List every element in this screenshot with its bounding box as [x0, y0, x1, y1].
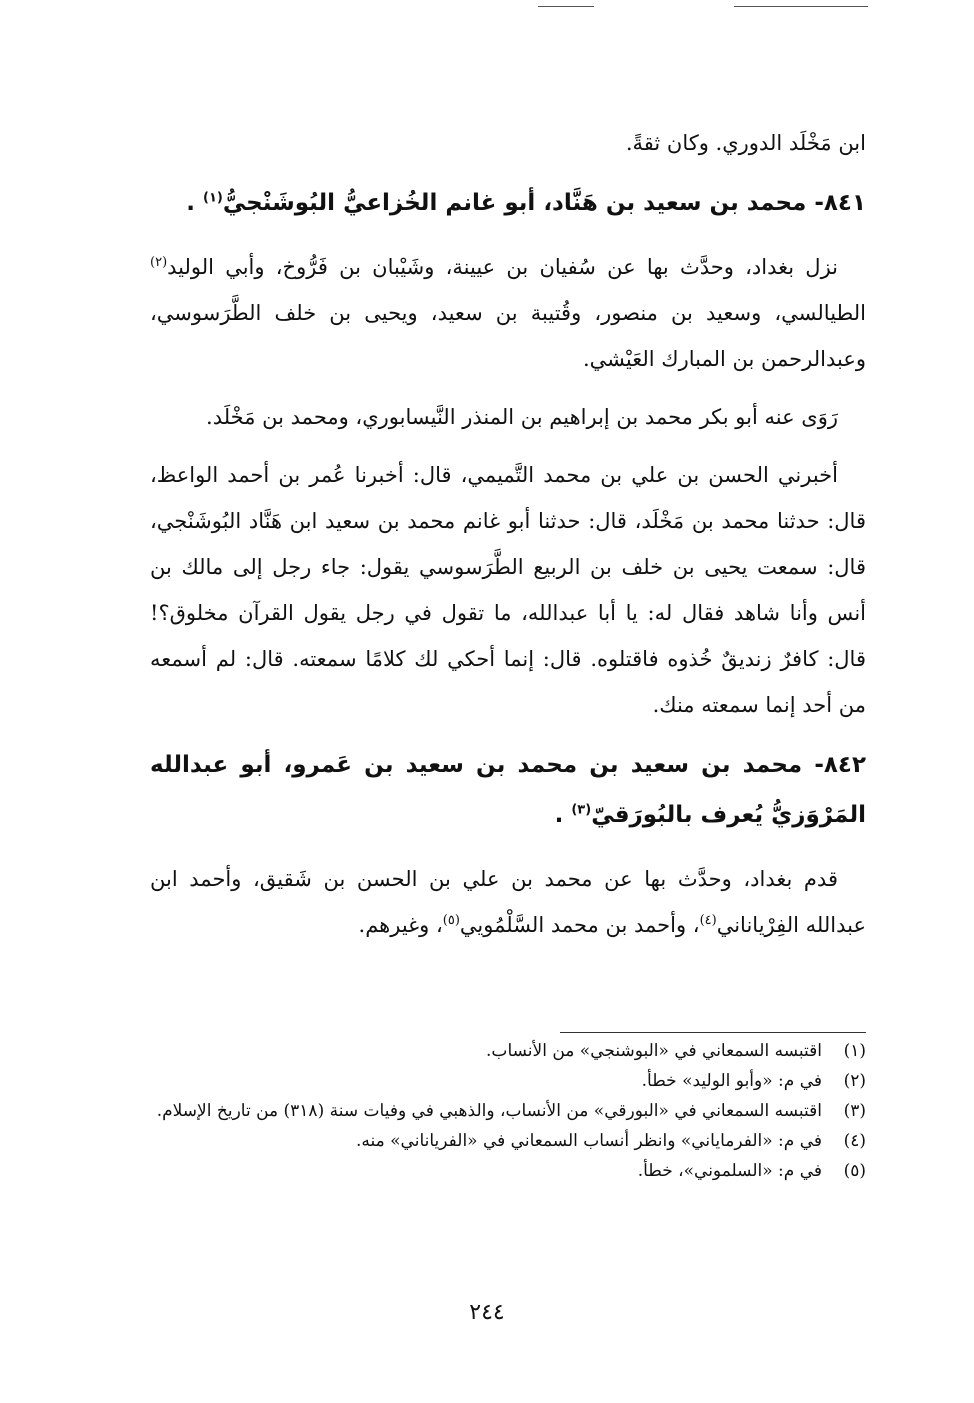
- entry-842-title: ٨٤٢- محمد بن سعيد بن محمد بن سعيد بن عَمرو، أبو عبدالله المَرْوَزيُّ يُعرف بالبُورَقيّ: [150, 752, 866, 828]
- footnote-number: (٣): [843, 1101, 866, 1121]
- page-number: ٢٤٤: [469, 1300, 505, 1325]
- top-rule-left: [538, 6, 594, 7]
- note-ref-5: (٥): [442, 913, 460, 928]
- footnote-item: [150, 1096, 866, 1126]
- note-ref-3: (٣): [571, 802, 592, 818]
- footnote-number: (١): [843, 1041, 866, 1061]
- entry-heading-841: [150, 178, 866, 228]
- p4-part3: ، وغيرهم.: [358, 913, 443, 937]
- footnote-text: في م: «السلموني»، خطأ.: [637, 1161, 822, 1181]
- entry-841-end: .: [186, 190, 204, 216]
- footnote-item: [150, 1156, 866, 1186]
- footnote-text: في م: «وأبو الوليد» خطأ.: [641, 1071, 822, 1091]
- entry-841-title: ٨٤١- محمد بن سعيد بن هَنَّاد، أبو غانم الخُزاعيُّ البُوشَنْجيُّ: [222, 190, 866, 216]
- footnotes: [150, 1036, 866, 1186]
- footnote-number: (٤): [843, 1131, 866, 1151]
- footnote-number: (٥): [843, 1161, 866, 1181]
- footnote-item: [150, 1036, 866, 1066]
- p4-part2: ، وأحمد بن محمد السَّلْمُويي: [459, 913, 700, 937]
- footnote-text: في م: «الفرماياني» وانظر أنساب السمعاني في «الفرياناني» منه.: [356, 1131, 822, 1151]
- footnote-text: اقتبسه السمعاني في «البوشنجي» من الأنساب.: [486, 1041, 822, 1061]
- entry-heading-842: [150, 740, 866, 840]
- footnote-number: (٢): [843, 1071, 866, 1091]
- main-text: [150, 120, 866, 960]
- carry-over-line: ابن مَخْلَد الدوري. وكان ثقةً.: [625, 131, 866, 155]
- note-ref-4: (٤): [699, 913, 717, 928]
- paragraph-teachers-842: [150, 856, 866, 948]
- p4-part1: قدم بغداد، وحدَّث بها عن محمد بن علي بن الحسن بن شَقيق، وأحمد ابن عبدالله الفِرْياناني: [150, 867, 866, 937]
- footnote-text: اقتبسه السمعاني في «البورقي» من الأنساب، والذهبي في وفيات سنة (٣١٨) من تاريخ الإسلام.: [156, 1101, 822, 1121]
- footnote-item: [150, 1126, 866, 1156]
- footnote-item: [150, 1066, 866, 1096]
- footnote-divider: [560, 1032, 866, 1033]
- p1-part1: نزل بغداد، وحدَّث بها عن سُفيان بن عيينة، وشَيْبان بن فَرُّوخ، وأبي الوليد: [167, 255, 838, 279]
- p1-part2: الطيالسي، وسعيد بن منصور، وقُتيبة بن سعيد، ويحيى بن خلف الطَّرَسوسي، وعبدالرحمن بن المبارك العَيْشي.: [150, 301, 866, 371]
- top-rule-right: [734, 6, 868, 7]
- paragraph-teachers-841: [150, 244, 866, 382]
- entry-842-end: .: [554, 802, 572, 828]
- paragraph-students-841: رَوَى عنه أبو بكر محمد بن إبراهيم بن المنذر النَّيسابوري، ومحمد بن مَخْلَد.: [206, 405, 838, 429]
- note-ref-2: (٢): [150, 255, 168, 270]
- note-ref-1: (١): [203, 190, 223, 206]
- paragraph-narration-841: أخبرني الحسن بن علي بن محمد التَّميمي، قال: أخبرنا عُمر بن أحمد الواعظ، قال: حدثنا محمد بن مَخْلَد، قال: حدثنا أبو غانم محمد بن سعيد ابن هَنَّاد البُوشَنْجي، قال: سمعت يحيى بن خلف بن الربيع الطَّرَسوسي يقول: جاء رجل إلى مالك بن أنس وأنا شاهد فقال له: يا أبا عبدالله، ما تقول في رجل يقول القرآن مخلوق؟! قال: كافرٌ زنديقٌ خُذوه فاقتلوه. قال: إنما أحكي لك كلامًا سمعته. قال: لم أسمعه من أحد إنما سمعته منك.: [150, 463, 866, 717]
